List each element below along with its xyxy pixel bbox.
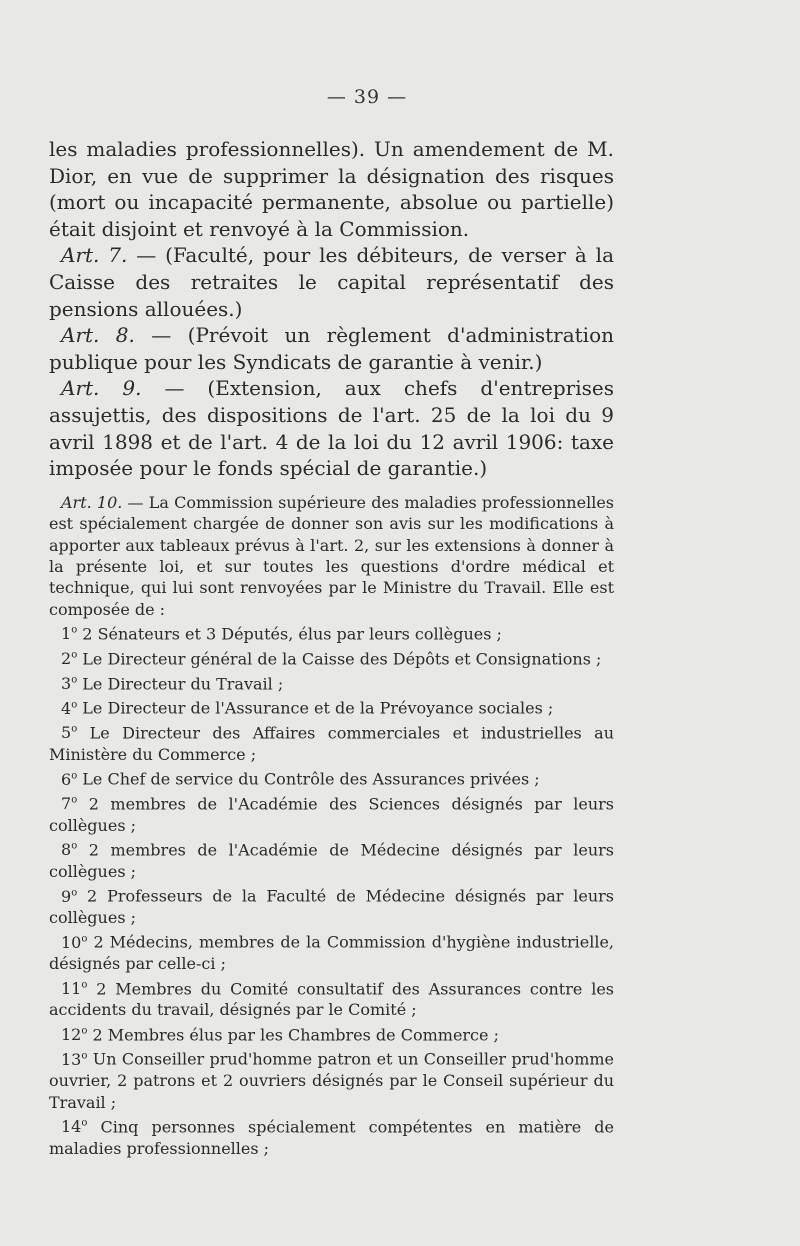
list-item-number [61, 770, 77, 789]
list-item-number [61, 887, 77, 906]
article-text: — (Faculté, pour les débiteurs, de verser à la Caisse des retraites le capital représentatif des pensions allouées.) [49, 243, 614, 321]
ordinal-suffix: o [81, 1050, 88, 1062]
small-text-section [49, 492, 615, 1159]
list-item [49, 790, 614, 836]
ordinal-suffix: o [71, 699, 78, 711]
list-item [49, 670, 614, 695]
ordinal-suffix: o [71, 887, 78, 899]
list-item-text: 2 membres de l'Académie de Médecine désignés par leurs collègues ; [49, 840, 614, 881]
list-item-number [61, 1050, 87, 1069]
list-item [49, 1021, 614, 1046]
list-item-text: 2 Sénateurs et 3 Députés, élus par leurs collègues ; [77, 624, 502, 644]
list-item-text: Le Directeur du Travail ; [77, 673, 284, 693]
ordinal-suffix: o [71, 841, 78, 853]
list-number: 6 [61, 769, 72, 789]
ordinal-suffix: o [81, 1117, 88, 1129]
page-number: — 39 — [326, 86, 408, 108]
list-item [49, 836, 614, 882]
article-label: Art. 10. [61, 492, 123, 512]
list-number: 1 [61, 624, 72, 644]
list-item-number [61, 699, 77, 718]
list-item [49, 719, 614, 765]
ordinal-suffix: o [81, 933, 88, 945]
list-item [49, 765, 614, 790]
ordinal-suffix: o [71, 794, 78, 806]
list-number: 7 [61, 794, 72, 814]
list-number: 3 [61, 673, 72, 693]
list-item-text: Un Conseiller prud'homme patron et un Conseiller prud'homme ouvrier, 2 patrons et 2 ouvriers désignés par le Conseil supérieur du Travail ; [49, 1049, 614, 1112]
list-number: 11 [61, 978, 82, 998]
article-8 [49, 322, 614, 375]
list-item [49, 928, 614, 974]
ordinal-suffix: o [71, 625, 78, 637]
list-item [49, 1045, 614, 1113]
list-number: 13 [61, 1049, 82, 1069]
ordinal-suffix: o [81, 979, 88, 991]
article-text: — (Extension, aux chefs d'entreprises assujettis, des dispositions de l'art. 25 de la loi du 9 avril 1898 et de l'art. 4 de la loi du 12 avril 1906: taxe imposée pour le fonds spécial de garantie.) [49, 376, 614, 481]
large-text-section [49, 136, 615, 482]
list-item [49, 694, 614, 719]
ordinal-suffix: o [71, 724, 78, 736]
list-item [49, 975, 614, 1021]
list-item-number [61, 840, 77, 859]
article-9 [49, 375, 614, 481]
list-item-number [61, 1025, 87, 1044]
list-number: 2 [61, 649, 72, 669]
list-number: 14 [61, 1117, 82, 1137]
list-item-number [61, 1117, 87, 1136]
list-item-number [61, 723, 77, 742]
list-number: 4 [61, 698, 72, 718]
list-item [49, 620, 614, 645]
article-label: Art. 8. [61, 323, 135, 348]
list-item-text: Le Directeur général de la Caisse des Dépôts et Consignations ; [77, 649, 602, 669]
list-number: 8 [61, 840, 72, 860]
list-number: 5 [61, 723, 72, 743]
list-number: 9 [61, 886, 72, 906]
article-text: — (Prévoit un règlement d'administration publique pour les Syndicats de garantie à venir.) [49, 323, 614, 374]
article-10 [49, 492, 614, 620]
list-item-number [61, 933, 87, 952]
list-item-text: 2 membres de l'Académie des Sciences désignés par leurs collègues ; [49, 794, 614, 835]
list-item-text: 2 Médecins, membres de la Commission d'hygiène industrielle, désignés par celle-ci ; [49, 932, 614, 974]
ordinal-suffix: o [71, 649, 78, 661]
list-item-text: Le Directeur des Affaires commerciales et industrielles au Ministère du Commerce ; [49, 723, 614, 764]
article-7 [49, 242, 614, 322]
list-item-text: 2 Membres du Comité consultatif des Assurances contre les accidents du travail, désignés par le Comité ; [49, 978, 614, 1020]
list-item [49, 645, 614, 670]
list-number: 12 [61, 1025, 82, 1044]
ordinal-suffix: o [81, 1025, 88, 1037]
list-item-number [61, 624, 77, 643]
article-label: Art. 7. [61, 243, 128, 268]
article-text: — La Commission supérieure des maladies professionnelles est spécialement chargée de donner son avis sur les modifications à apporter aux tableaux prévus à l'art. 2, sur les extensions à donner à la présente loi, et sur toutes les questions d'ordre médical et technique, qui lui sont renvoyées par le Ministre du Travail. Elle est composée de : [49, 492, 614, 619]
list-item [49, 1113, 614, 1159]
list-item-text: Le Chef de service du Contrôle des Assurances privées ; [77, 769, 540, 789]
list-item [49, 882, 614, 928]
list-item-number [61, 674, 77, 693]
intro-paragraph: les maladies professionnelles). Un amendement de M. Dior, en vue de supprimer la désignation des risques (mort ou incapacité permanente, absolue ou partielle) était disjoint et renvoyé à la Commission. [49, 137, 614, 241]
list-item-text: Le Directeur de l'Assurance et de la Prévoyance sociales ; [77, 698, 554, 718]
members-list [49, 620, 615, 1159]
list-item-number [61, 979, 87, 998]
list-number: 10 [61, 932, 82, 952]
list-item-text: 2 Professeurs de la Faculté de Médecine désignés par leurs collègues ; [49, 886, 614, 927]
ordinal-suffix: o [71, 770, 78, 782]
list-item-number [61, 794, 77, 813]
ordinal-suffix: o [71, 674, 78, 686]
list-item-number [61, 649, 77, 668]
list-item-text: Cinq personnes spécialement compétentes en matière de maladies professionnelles ; [49, 1117, 614, 1158]
article-label: Art. 9. [61, 376, 142, 401]
list-item-text: 2 Membres élus par les Chambres de Commerce ; [87, 1025, 499, 1044]
